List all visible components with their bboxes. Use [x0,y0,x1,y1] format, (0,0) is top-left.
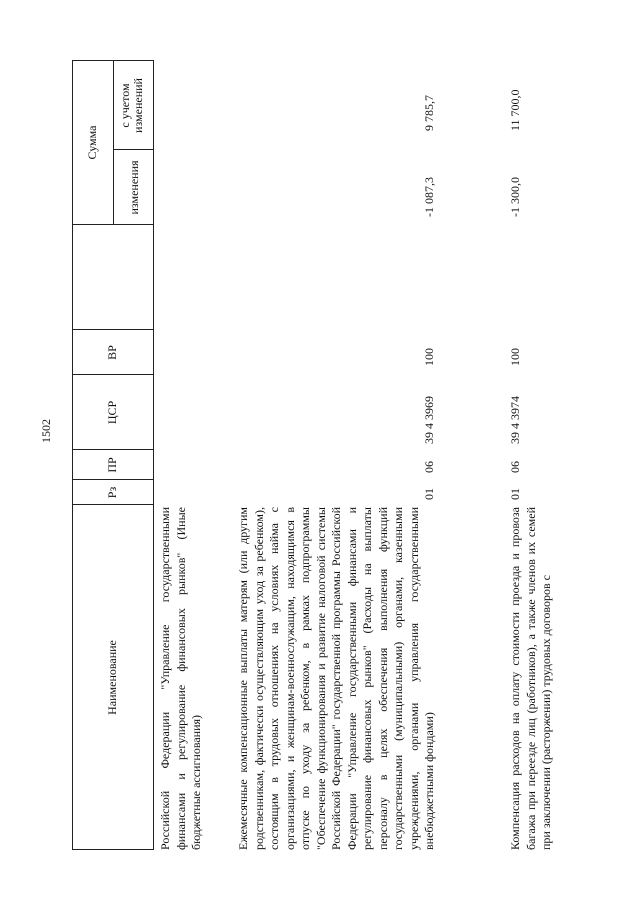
header-pr: ПР [105,457,119,473]
row-2-rz: 01 [422,488,436,500]
page-number: 1502 [39,419,53,443]
header-with-changes: с учетом изменений [118,78,145,133]
sum-header-divider [113,60,114,225]
row-3-with-changes: 11 700,0 [508,89,522,131]
row-3-name: Компенсация расходов на оплату стоимости проезда и провоза багажа при переезде лиц (работников), а также членов их семей при заключении (расторжении) трудовых договоров с [508,507,553,850]
row-2-with-changes: 9 785,7 [422,95,436,131]
header-rz: Рз [105,486,119,499]
row-2-name: Ежемесячные компенсационные выплаты матерям (или другим родственникам, фактически осуществляющим уход за ребенком), состоящим в трудовых отношениях на условиях найма с организациями, и женщинам-военнослужащим, находящимся в отпуске по уходу за ребенком, в рамках подпрограммы "Обеспечение функционирования и развитие налоговой системы Российской Федерации" государственной программы Российской Федерации "Управление государственными финансами и регулирование финансовых рынков" (Расходы на выплаты персоналу в целях обеспечения выполнения функций государственными (муниципальными) органами, казенными учреждениями, органами управления государственными внебюджетными фондами) [236,507,436,850]
header-changes: изменения [127,160,141,215]
row-1-name: Российской Федерации "Управление государственными финансами и регулирование финансовых рынков" (Иные бюджетные ассигнования) [158,507,203,850]
row-3-csr: 39 4 3974 [508,396,522,444]
header-name: Наименование [105,640,119,715]
row-2-vr: 100 [422,348,436,366]
row-2-pr: 06 [422,461,436,473]
row-2-changes: -1 087,3 [422,177,436,217]
row-3-changes: -1 300,0 [508,177,522,217]
header-sum: Сумма [85,125,99,160]
row-3-pr: 06 [508,461,522,473]
header-csr: ЦСР [105,400,119,425]
row-2-csr: 39 4 3969 [422,396,436,444]
row-3-vr: 100 [508,348,522,366]
header-vr: ВР [105,345,119,360]
budget-table [72,60,632,850]
row-3-rz: 01 [508,488,522,500]
